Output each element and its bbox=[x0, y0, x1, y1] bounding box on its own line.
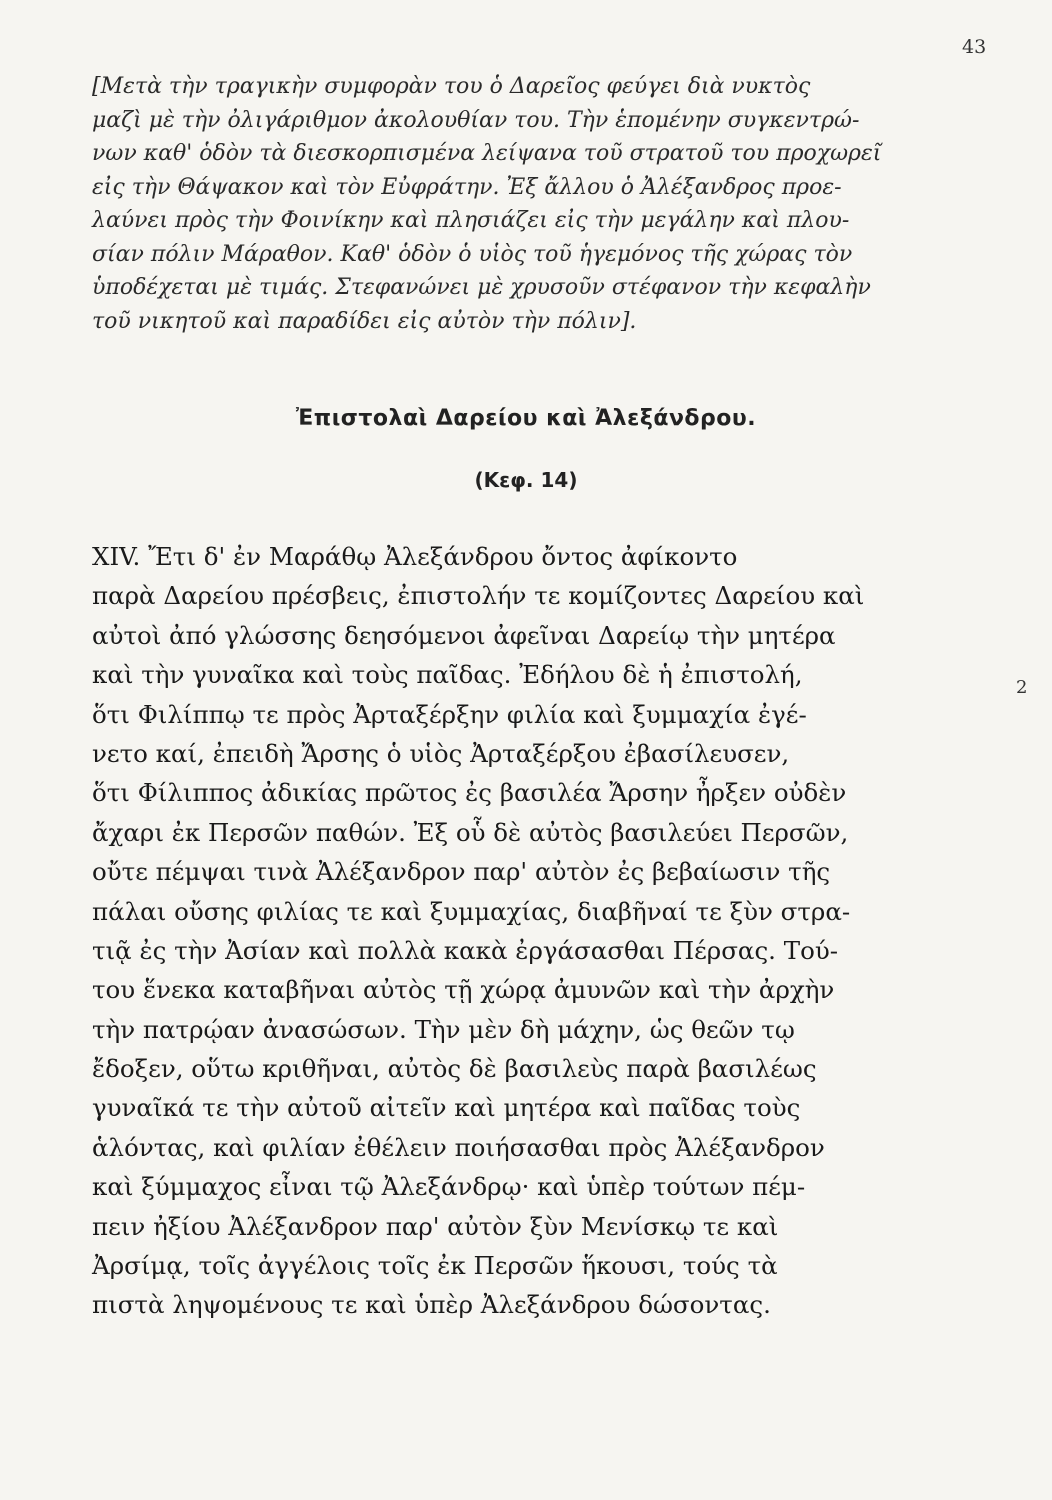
body-line: πιστὰ ληψομένους τε καὶ ὑπὲρ Ἀλεξάνδρου δώσοντας. bbox=[92, 1290, 771, 1320]
body-line: αὐτοὶ ἀπό γλώσσης δεησόμενοι ἀφεῖναι Δαρείῳ τὴν μητέρα bbox=[92, 620, 836, 650]
body-line: πάλαι οὔσης φιλίας τε καὶ ξυμμαχίας, διαβῆναί τε ξὺν στρα- bbox=[92, 896, 851, 926]
summary-line: σίαν πόλιν Μάραθον. Καθ' ὁδὸν ὁ υἱὸς τοῦ ἡγεμόνος τῆς χώρας τὸν bbox=[92, 241, 853, 267]
body-line: οὔτε πέμψαι τινὰ Ἀλέξανδρον παρ' αὐτὸν ἐς βεβαίωσιν τῆς bbox=[92, 857, 831, 887]
chapter-label: (Κεφ. 14) bbox=[474, 468, 578, 492]
summary-line: λαύνει πρὸς τὴν Φοινίκην καὶ πλησιάζει εἰς τὴν μεγάλην καὶ πλου- bbox=[92, 208, 850, 233]
body-line: ὅτι Φίλιππος ἀδικίας πρῶτος ἐς βασιλέα Ἄρσην ἦρξεν οὐδὲν bbox=[92, 778, 847, 808]
body-line: καὶ ξύμμαχος εἶναι τῷ Ἀλεξάνδρῳ· καὶ ὑπὲρ τούτων πέμ- bbox=[92, 1172, 806, 1202]
body-line: ἄχαρι ἐκ Περσῶν παθών. Ἐξ οὗ δὲ αὐτὸς βασιλεύει Περσῶν, bbox=[92, 817, 849, 847]
greek-body-text bbox=[92, 537, 972, 1325]
page-number: 43 bbox=[962, 36, 987, 58]
summary-line: εἰς τὴν Θάψακον καὶ τὸν Εὐφράτην. Ἐξ ἄλλου ὁ Ἀλέξανδρος προε- bbox=[92, 174, 842, 200]
body-line: πειν ἠξίου Ἀλέξανδρον παρ' αὐτὸν ξὺν Μενίσκῳ τε καὶ bbox=[92, 1211, 779, 1241]
summary-line: ὑποδέχεται μὲ τιμάς. Στεφανώνει μὲ χρυσοῦν στέφανον τὴν κεφαλὴν bbox=[92, 275, 871, 300]
body-line: ἔδοξεν, οὕτω κριθῆναι, αὐτὸς δὲ βασιλεὺς παρὰ βασιλέως bbox=[92, 1054, 817, 1084]
section-heading: Ἐπιστολαὶ Δαρείου καὶ Ἀλεξάνδρου. bbox=[295, 406, 757, 431]
summary-line: νων καθ' ὁδὸν τὰ διεσκορπισμένα λείψανα τοῦ στρατοῦ του προχωρεῖ bbox=[92, 141, 882, 166]
chapter-summary bbox=[92, 70, 972, 338]
body-line: Ἀρσίμᾳ, τοῖς ἀγγέλοις τοῖς ἐκ Περσῶν ἥκουσι, τούς τὰ bbox=[92, 1251, 778, 1281]
body-line: του ἕνεκα καταβῆναι αὐτὸς τῇ χώρᾳ ἀμυνῶν καὶ τὴν ἀρχὴν bbox=[92, 975, 835, 1005]
margin-section-number: 2 bbox=[1016, 677, 1028, 698]
body-line: γυναῖκά τε τὴν αὐτοῦ αἰτεῖν καὶ μητέρα καὶ παῖδας τοὺς bbox=[92, 1093, 801, 1123]
body-line: ἁλόντας, καὶ φιλίαν ἐθέλειν ποιήσασθαι πρὸς Ἀλέξανδρον bbox=[92, 1132, 825, 1162]
summary-line: [Μετὰ τὴν τραγικὴν συμφορὰν του ὁ Δαρεῖος φεύγει διὰ νυκτὸς bbox=[92, 74, 811, 99]
body-line: παρὰ Δαρείου πρέσβεις, ἐπιστολήν τε κομίζοντες Δαρείου καὶ bbox=[92, 581, 865, 611]
body-line: τὴν πατρῴαν ἀνασώσων. Τὴν μὲν δὴ μάχην, ὡς θεῶν τῳ bbox=[92, 1014, 795, 1044]
body-line: νετο καί, ἐπειδὴ Ἄρσης ὁ υἱὸς Ἀρταξέρξου ἐβασίλευσεν, bbox=[92, 738, 790, 768]
body-line: τιᾷ ἐς τὴν Ἀσίαν καὶ πολλὰ κακὰ ἐργάσασθαι Πέρσας. Τού- bbox=[92, 935, 839, 965]
body-line: καὶ τὴν γυναῖκα καὶ τοὺς παῖδας. Ἐδήλου δὲ ἡ ἐπιστολή, bbox=[92, 660, 803, 690]
body-line: XIV. Ἔτι δ' ἐν Μαράθῳ Ἀλεξάνδρου ὄντος ἀφίκοντο bbox=[92, 542, 738, 571]
summary-line: τοῦ νικητοῦ καὶ παραδίδει εἰς αὐτὸν τὴν πόλιν]. bbox=[92, 308, 637, 334]
body-line: ὅτι Φιλίππῳ τε πρὸς Ἀρταξέρξην φιλία καὶ ξυμμαχία ἐγέ- bbox=[92, 699, 807, 729]
summary-line: μαζὶ μὲ τὴν ὀλιγάριθμον ἀκολουθίαν του. Τὴν ἑπομένην συγκεντρώ- bbox=[92, 107, 860, 133]
